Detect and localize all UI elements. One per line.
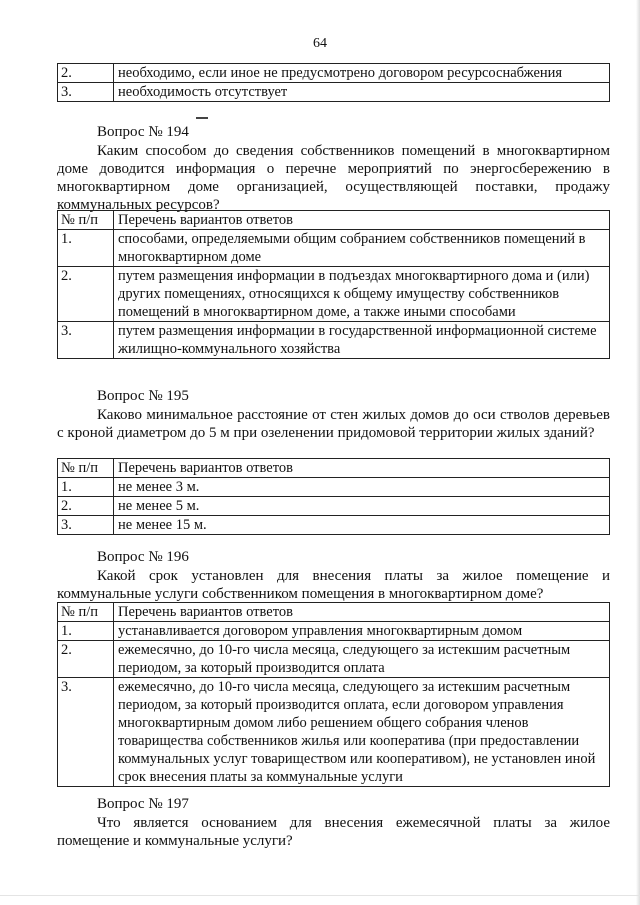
question-194-title: Вопрос № 194 <box>97 124 189 140</box>
table-row <box>58 678 610 787</box>
column-header-number: № п/п <box>58 211 114 230</box>
table-row <box>58 322 610 359</box>
table-row <box>58 64 610 83</box>
question-197-title: Вопрос № 197 <box>97 796 189 812</box>
answer-option: путем размещения информации в государственной информационной системе жилищно-коммунального хозяйства <box>114 322 610 359</box>
row-number: 1. <box>58 230 114 267</box>
question-195-text: Каково минимальное расстояние от стен жилых домов до оси стволов деревьев с кроной диаметром до 5 м при озеленении придомовой территории жилых зданий? <box>57 407 610 441</box>
answer-option: ежемесячно, до 10-го числа месяца, следующего за истекшим расчетным периодом, за который производится оплата <box>114 641 610 678</box>
row-number: 2. <box>58 497 114 516</box>
page-number: 64 <box>313 36 327 51</box>
column-header-answers: Перечень вариантов ответов <box>114 211 610 230</box>
answer-table-q196 <box>57 602 610 787</box>
question-197-text: Что является основанием для внесения ежемесячной платы за жилое помещение и коммунальные услуги? <box>57 815 610 849</box>
column-header-answers: Перечень вариантов ответов <box>114 603 610 622</box>
row-number: 1. <box>58 478 114 497</box>
answer-option: не менее 15 м. <box>114 516 610 535</box>
scan-bottom-edge <box>0 895 640 896</box>
table-row <box>58 267 610 322</box>
answer-option: путем размещения информации в подъездах многоквартирного дома и (или) других помещениях, относящихся к общему имуществу собственников помещений в многоквартирном доме, а также иными способами <box>114 267 610 322</box>
answer-option: устанавливается договором управления многоквартирным домом <box>114 622 610 641</box>
answer-option: не менее 5 м. <box>114 497 610 516</box>
answer-table-q194 <box>57 210 610 359</box>
table-header-row <box>58 211 610 230</box>
row-number: 3. <box>58 678 114 787</box>
answer-option: не менее 3 м. <box>114 478 610 497</box>
answer-option: необходимо, если иное не предусмотрено договором ресурсоснабжения <box>114 64 610 83</box>
table-row <box>58 641 610 678</box>
question-194-text: Каким способом до сведения собственников помещений в многоквартирном доме доводится информация о перечне мероприятий по энергосбережению в многоквартирном доме организацией, осуществляющей поставки, продажу коммунальных ресурсов? <box>57 143 610 213</box>
column-header-number: № п/п <box>58 459 114 478</box>
answer-table-q195 <box>57 458 610 535</box>
answer-option: способами, определяемыми общим собранием собственников помещений в многоквартирном доме <box>114 230 610 267</box>
column-header-answers: Перечень вариантов ответов <box>114 459 610 478</box>
table-row <box>58 230 610 267</box>
table-row <box>58 516 610 535</box>
row-number: 3. <box>58 322 114 359</box>
table-row <box>58 622 610 641</box>
row-number: 3. <box>58 516 114 535</box>
row-number: 2. <box>58 267 114 322</box>
row-number: 2. <box>58 641 114 678</box>
row-number: 2. <box>58 64 114 83</box>
table-row <box>58 478 610 497</box>
question-196-title: Вопрос № 196 <box>97 549 189 565</box>
row-number: 1. <box>58 622 114 641</box>
scan-edge <box>636 0 640 905</box>
question-195-title: Вопрос № 195 <box>97 388 189 404</box>
answer-option: ежемесячно, до 10-го числа месяца, следующего за истекшим расчетным периодом, за который производится оплата, если договором управления многоквартирным домом либо решением общего собрания членов товарищества собственников жилья или кооператива (при предоставлении коммунальных услуг товариществом или кооперативом), не установлен иной срок внесения платы за коммунальные услуги <box>114 678 610 787</box>
answer-table-q193-continued <box>57 63 610 102</box>
column-header-number: № п/п <box>58 603 114 622</box>
table-header-row <box>58 603 610 622</box>
scan-mark <box>196 117 208 119</box>
question-196-text: Какой срок установлен для внесения платы за жилое помещение и коммунальные услуги собственником помещения в многоквартирном доме? <box>57 568 610 602</box>
row-number: 3. <box>58 83 114 102</box>
answer-option: необходимость отсутствует <box>114 83 610 102</box>
table-header-row <box>58 459 610 478</box>
table-row <box>58 83 610 102</box>
table-row <box>58 497 610 516</box>
